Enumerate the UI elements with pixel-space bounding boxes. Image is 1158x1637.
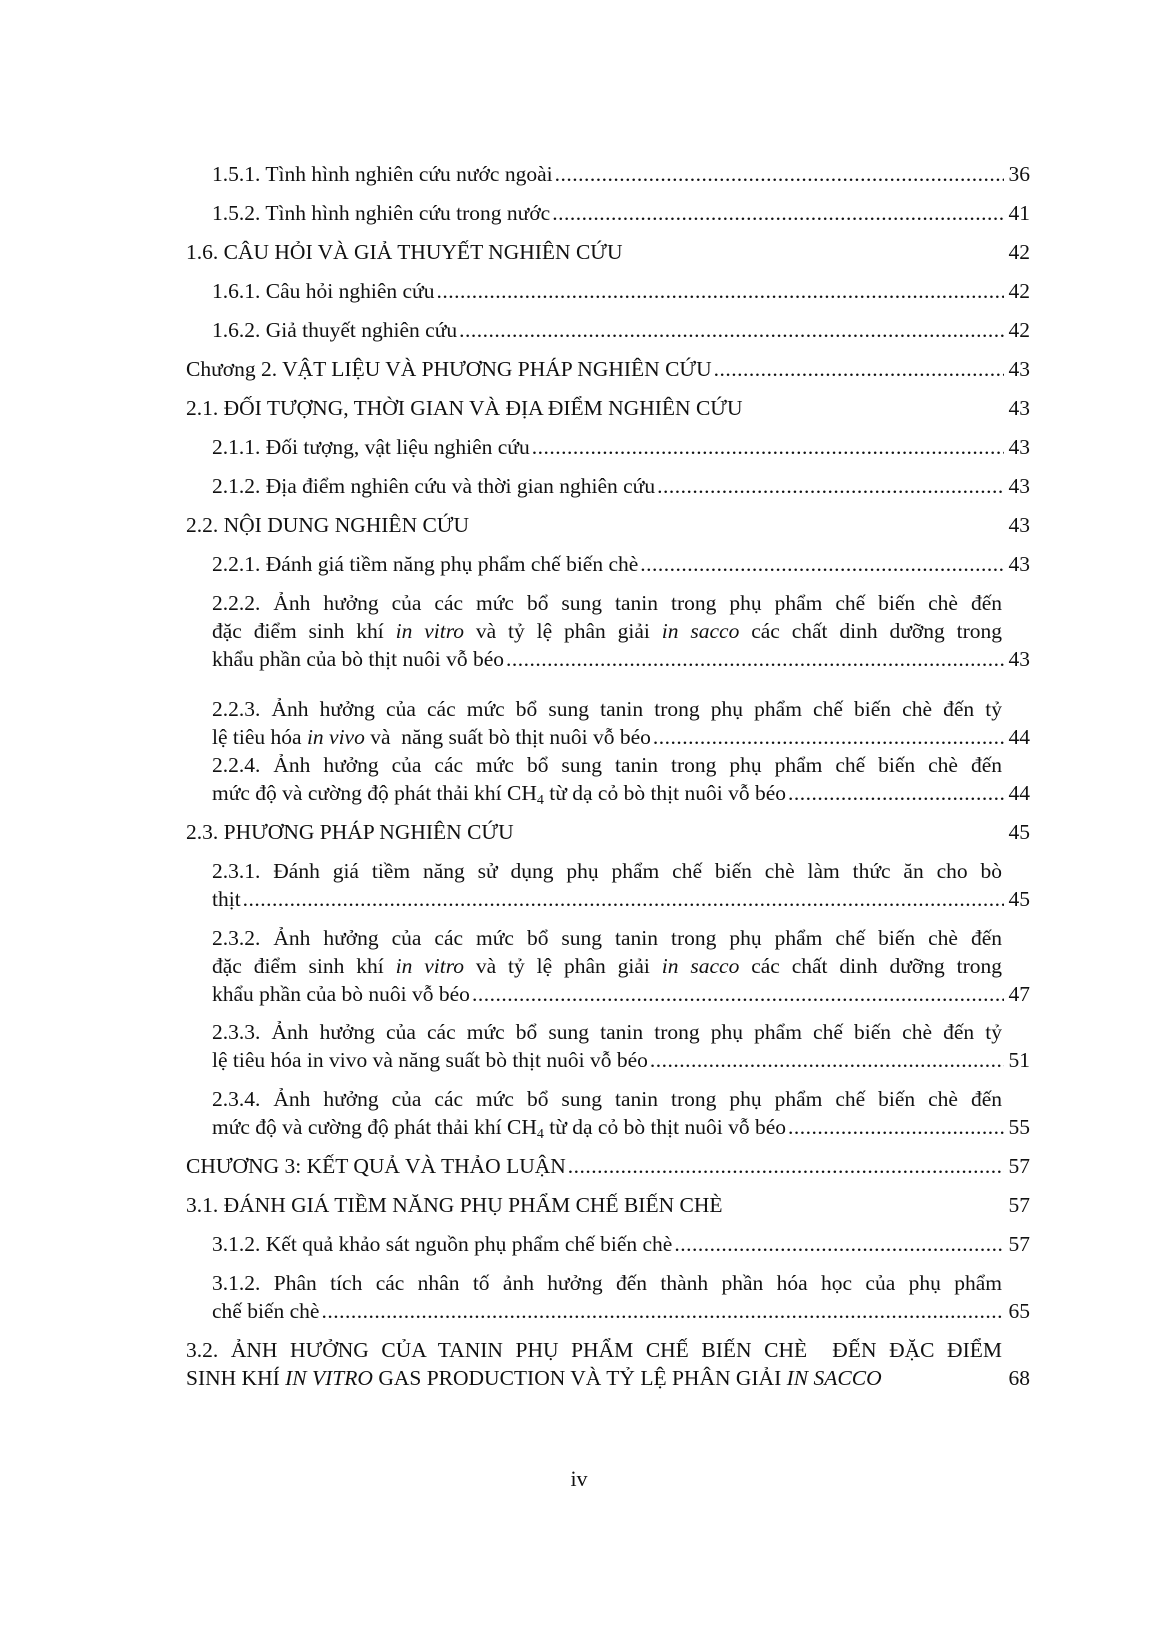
toc-entry-chapter-3[interactable] [186, 1152, 1030, 1180]
toc-entry-title-line: 2.2.2. Ảnh hưởng của các mức bổ sung tanin trong phụ phẩm chế biến chè đến [212, 591, 1002, 615]
toc-entry-page: 41 [1008, 201, 1030, 225]
toc-entry-title-line [212, 617, 1002, 645]
italic-term: in sacco [661, 954, 740, 978]
toc-entry-page: 43 [1008, 513, 1030, 537]
toc-entry-page: 43 [1008, 552, 1030, 576]
toc-entry-last-line [212, 723, 1030, 751]
toc-entry-1-6-2[interactable] [212, 316, 1030, 344]
toc-entry-2-1-1[interactable] [212, 433, 1030, 461]
toc-entry-title-line [212, 723, 651, 751]
text-segment: các chất dinh dưỡng trong [739, 619, 1002, 643]
italic-term: in vitro [395, 954, 465, 978]
dot-leader [243, 885, 1004, 913]
dot-leader [436, 277, 1004, 305]
toc-entry-page: 57 [1008, 1193, 1030, 1217]
dot-leader [459, 316, 1004, 344]
dot-leader [714, 355, 1004, 383]
text-segment: và tỷ lệ phân giải [464, 619, 662, 643]
toc-entry-page: 57 [1008, 1154, 1030, 1178]
toc-entry-title-line: khẩu phần của bò thịt nuôi vỗ béo [212, 647, 504, 671]
text-segment: từ dạ cỏ bò thịt nuôi vỗ béo [543, 1115, 787, 1139]
toc-entry-last-line [212, 885, 1030, 913]
toc-entry-title-line: thịt [212, 887, 241, 911]
dot-leader [532, 433, 1004, 461]
toc-entry-title: 1.5.1. Tình hình nghiên cứu nước ngoài [212, 162, 553, 186]
toc-entry-page: 42 [1008, 279, 1030, 303]
toc-entry-page: 45 [1008, 887, 1030, 911]
toc-entry-page: 42 [1008, 240, 1030, 264]
toc-entry-title: CHƯƠNG 3: KẾT QUẢ VÀ THẢO LUẬN [186, 1154, 566, 1178]
toc-entry-title-line: 2.3.1. Đánh giá tiềm năng sử dụng phụ phẩm chế biến chè làm thức ăn cho bò [212, 859, 1002, 883]
text-segment: đặc điểm sinh khí [212, 954, 396, 978]
dot-leader [506, 645, 1004, 673]
toc-entry-1-6[interactable] [186, 238, 1030, 266]
toc-entry-page: 43 [1008, 396, 1030, 420]
toc-entry-2-2[interactable] [186, 511, 1030, 539]
toc-entry-page: 43 [1008, 357, 1030, 381]
toc-entry-title-line: 2.3.4. Ảnh hưởng của các mức bổ sung tanin trong phụ phẩm chế biến chè đến [212, 1087, 1002, 1111]
toc-entry-page: 44 [1008, 781, 1030, 805]
toc-entry-page: 57 [1008, 1232, 1030, 1256]
toc-entry-title: 2.1. ĐỐI TƯỢNG, THỜI GIAN VÀ ĐỊA ĐIỂM NGHIÊN CỨU [186, 396, 743, 420]
toc-entry-title-line: 2.3.3. Ảnh hưởng của các mức bổ sung tanin trong phụ phẩm chế biến chè đến tỷ [212, 1020, 1002, 1044]
toc-entry-2-2-1[interactable] [212, 550, 1030, 578]
text-segment: đặc điểm sinh khí [212, 619, 396, 643]
toc-entry-page: 42 [1008, 318, 1030, 342]
toc-entry-page: 36 [1008, 162, 1030, 186]
toc-entry-title-line: khẩu phần của bò nuôi vỗ béo [212, 982, 470, 1006]
toc-entry-title-line: 3.2. ẢNH HƯỞNG CỦA TANIN PHỤ PHẨM CHẾ BIẾN CHÈ ĐẾN ĐẶC ĐIỂM [186, 1338, 1002, 1362]
italic-term: IN SACCO [786, 1366, 882, 1390]
text-segment: và năng suất bò thịt nuôi vỗ béo [364, 725, 651, 749]
dot-leader [321, 1297, 1004, 1325]
dot-leader [555, 160, 1004, 188]
toc-entry-title: 3.1. ĐÁNH GIÁ TIỀM NĂNG PHỤ PHẨM CHẾ BIẾN CHÈ [186, 1193, 723, 1217]
toc-entry-title-line: 2.3.2. Ảnh hưởng của các mức bổ sung tanin trong phụ phẩm chế biến chè đến [212, 926, 1002, 950]
toc-entry-title: 1.5.2. Tình hình nghiên cứu trong nước [212, 201, 551, 225]
toc-entry-title-line: 2.2.3. Ảnh hưởng của các mức bổ sung tanin trong phụ phẩm chế biến chè đến tỷ [212, 697, 1002, 721]
toc-entry-title: 1.6. CÂU HỎI VÀ GIẢ THUYẾT NGHIÊN CỨU [186, 240, 623, 264]
toc-entry-page: 51 [1008, 1048, 1030, 1072]
dot-leader [657, 472, 1004, 500]
toc-entry-last-line [212, 1297, 1030, 1325]
toc-entry-last-line [212, 1113, 1030, 1141]
page-number-footer: iv [570, 1466, 588, 1491]
toc-entry-last-line [212, 1046, 1030, 1074]
dot-leader [640, 550, 1004, 578]
toc-entry-page: 65 [1008, 1299, 1030, 1323]
dot-leader [472, 980, 1004, 1008]
text-segment: mức độ và cường độ phát thải khí CH [212, 781, 537, 805]
dot-leader [674, 1230, 1004, 1258]
dot-leader [788, 1113, 1004, 1141]
toc-entry-title: 2.1.2. Địa điểm nghiên cứu và thời gian nghiên cứu [212, 474, 656, 498]
dot-leader [568, 1152, 1004, 1180]
toc-entry-2-3[interactable] [186, 818, 1030, 846]
italic-term: in sacco [661, 619, 740, 643]
toc-entry-title-line [212, 779, 786, 807]
italic-term: IN VITRO [285, 1366, 373, 1390]
toc-entry-title: 2.2.1. Đánh giá tiềm năng phụ phẩm chế biến chè [212, 552, 639, 576]
toc-entry-chapter-2[interactable] [186, 355, 1030, 383]
toc-entry-2-1[interactable] [186, 394, 1030, 422]
toc-entry-title-line: lệ tiêu hóa in vivo và năng suất bò thịt nuôi vỗ béo [212, 1048, 648, 1072]
toc-entry-title-line: chế biến chè [212, 1299, 320, 1323]
toc-entry-page: 55 [1008, 1115, 1030, 1139]
toc-entry-2-1-2[interactable] [212, 472, 1030, 500]
toc-entry-page: 43 [1008, 647, 1030, 671]
toc-entry-title: 3.1.2. Kết quả khảo sát nguồn phụ phẩm chế biến chè [212, 1232, 673, 1256]
toc-entry-page: 43 [1008, 435, 1030, 459]
toc-entry-3-1[interactable] [186, 1191, 1030, 1219]
toc-entry-title-line [186, 1364, 882, 1392]
toc-entry-1-5-1[interactable] [212, 160, 1030, 188]
subscript: 4 [536, 793, 544, 808]
text-segment: từ dạ cỏ bò thịt nuôi vỗ béo [543, 781, 787, 805]
text-segment: và tỷ lệ phân giải [464, 954, 662, 978]
toc-entry-page: 44 [1008, 725, 1030, 749]
dot-leader [552, 199, 1004, 227]
toc-entry-title: Chương 2. VẬT LIỆU VÀ PHƯƠNG PHÁP NGHIÊN CỨU [186, 357, 712, 381]
text-segment: mức độ và cường độ phát thải khí CH [212, 1115, 537, 1139]
toc-entry-title: 2.1.1. Đối tượng, vật liệu nghiên cứu [212, 435, 530, 459]
toc-entry-3-1-2-survey[interactable] [212, 1230, 1030, 1258]
toc-entry-page: 47 [1008, 982, 1030, 1006]
toc-entry-title: 1.6.1. Câu hỏi nghiên cứu [212, 279, 435, 303]
dot-leader [650, 1046, 1004, 1074]
toc-entry-last-line [212, 645, 1030, 673]
toc-entry-title-line [212, 952, 1002, 980]
toc-entry-title: 1.6.2. Giả thuyết nghiên cứu [212, 318, 458, 342]
toc-entry-page: 43 [1008, 474, 1030, 498]
text-segment: các chất dinh dưỡng trong [739, 954, 1002, 978]
toc-entry-last-line [186, 1364, 1030, 1392]
toc-entry-1-5-2[interactable] [212, 199, 1030, 227]
toc-entry-last-line [212, 980, 1030, 1008]
toc-entry-title: 2.2. NỘI DUNG NGHIÊN CỨU [186, 513, 470, 537]
toc-entry-title-line: 3.1.2. Phân tích các nhân tố ảnh hưởng đến thành phần hóa học của phụ phẩm [212, 1271, 1002, 1295]
dot-leader [788, 779, 1004, 807]
text-segment: lệ tiêu hóa [212, 725, 307, 749]
italic-term: in vitro [395, 619, 465, 643]
text-segment: SINH KHÍ [186, 1366, 286, 1390]
toc-entry-title: 2.3. PHƯƠNG PHÁP NGHIÊN CỨU [186, 820, 514, 844]
italic-term: in vivo [306, 725, 365, 749]
toc-entry-title-line: 2.2.4. Ảnh hưởng của các mức bổ sung tanin trong phụ phẩm chế biến chè đến [212, 753, 1002, 777]
toc-entry-1-6-1[interactable] [212, 277, 1030, 305]
text-segment: GAS PRODUCTION VÀ TỶ LỆ PHÂN GIẢI [372, 1366, 787, 1390]
toc-entry-page: 45 [1008, 820, 1030, 844]
dot-leader [653, 723, 1004, 751]
toc-entry-last-line [212, 779, 1030, 807]
toc-entry-title-line [212, 1113, 786, 1141]
subscript: 4 [536, 1127, 544, 1142]
toc-entry-page: 68 [1008, 1366, 1030, 1390]
